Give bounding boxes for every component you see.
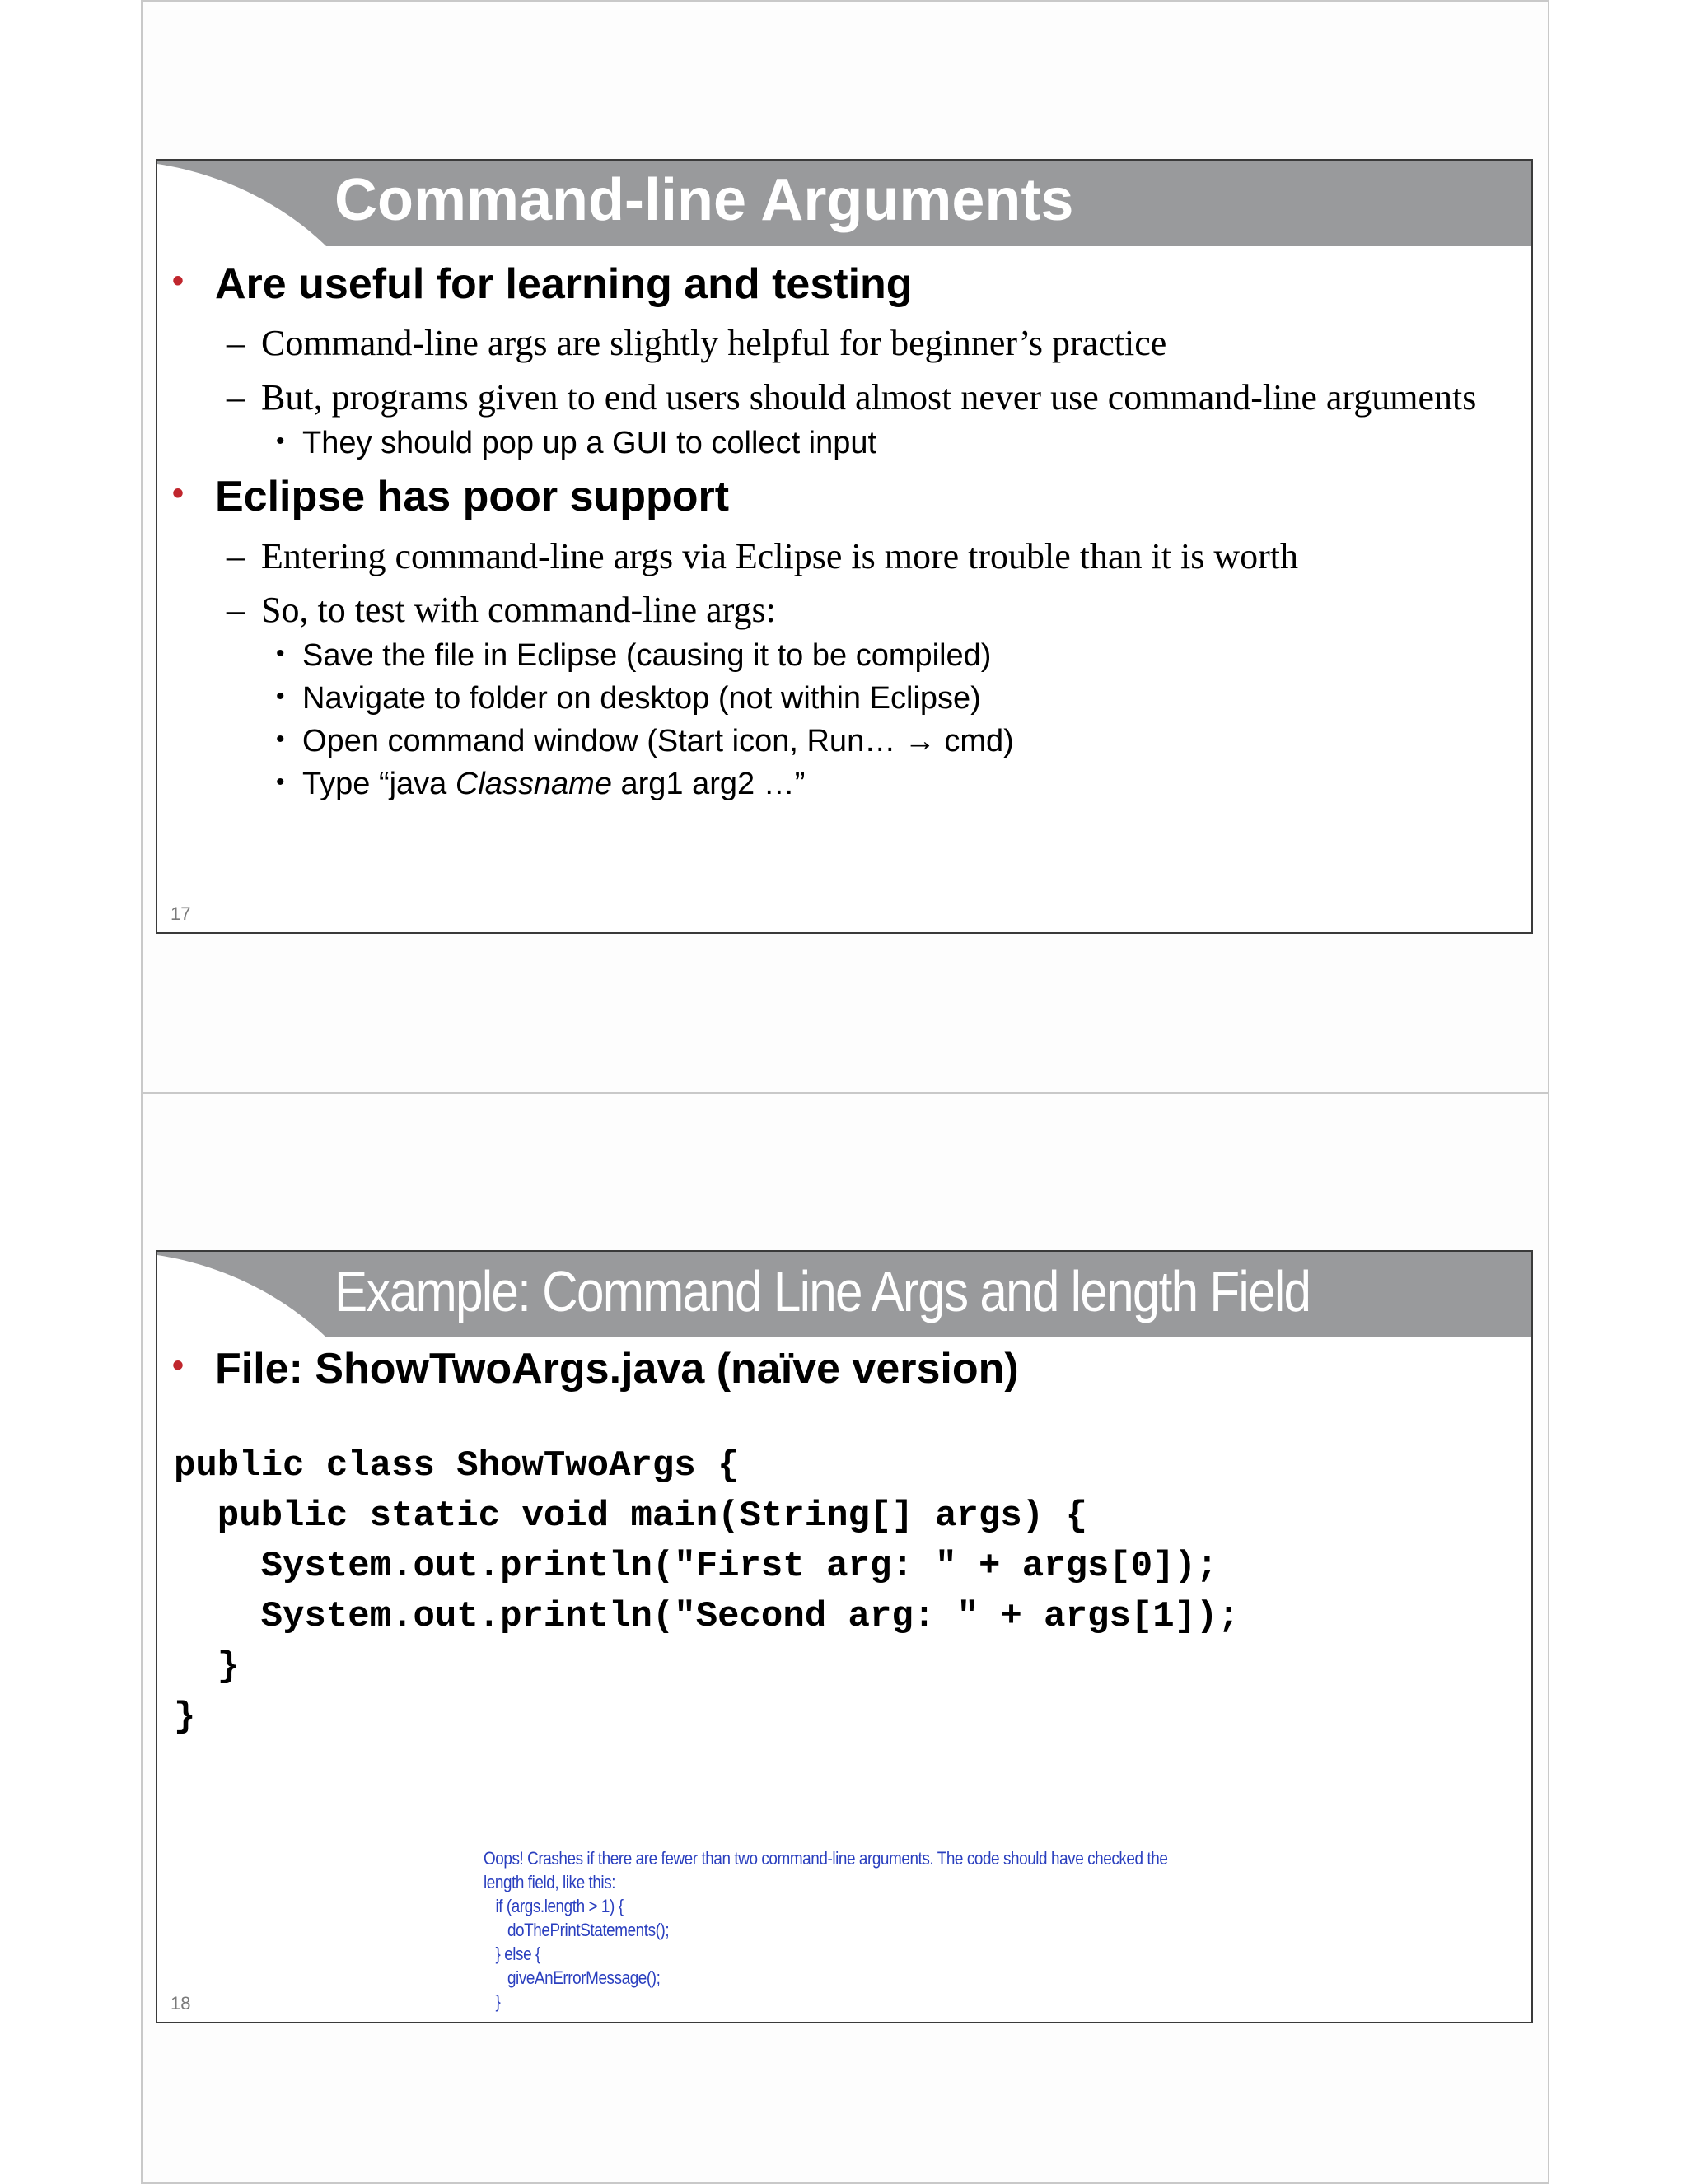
slide-18 <box>156 1250 1533 2023</box>
bullet-dot-icon: • <box>276 768 285 796</box>
code-block: public class ShowTwoArgs { public static void main(String[] args) { System.out.println("First arg: " + args[0]); System.out.println("Second arg: " + args[1]); } } <box>174 1445 1240 1738</box>
text-part: arg1 arg2 …” <box>611 767 806 801</box>
dash-icon: – <box>227 323 245 363</box>
bullet-text: Open command window (Start icon, Run… → cmd) <box>302 724 1014 758</box>
dash-icon: – <box>227 377 245 418</box>
bullet-text: But, programs given to end users should almost never use command-line arguments <box>261 377 1477 418</box>
bullet-text: They should pop up a GUI to collect input <box>302 426 877 460</box>
bullet-dot-icon: • <box>276 427 285 455</box>
slide-17 <box>156 159 1533 934</box>
classname-emphasis: Classname <box>455 767 612 801</box>
bullet-text: Entering command-line args via Eclipse is more trouble than it is worth <box>261 536 1299 576</box>
bullet-dot-icon: • <box>276 683 285 710</box>
title-bar <box>157 161 1531 246</box>
bullet-dot-icon: • <box>276 726 285 753</box>
bullet-text: File: ShowTwoArgs.java (naïve version) <box>215 1345 1019 1393</box>
bullet-text: Are useful for learning and testing <box>215 260 913 308</box>
bullet-dot-icon: • <box>172 1347 185 1384</box>
bullet-text: Command-line args are slightly helpful for beginner’s practice <box>261 323 1167 363</box>
bullet-text <box>302 767 805 802</box>
slide-title: Command-line Arguments <box>334 167 1074 233</box>
bullet-dot-icon: • <box>172 475 185 511</box>
dash-icon: – <box>227 536 245 576</box>
title-bar <box>157 1252 1531 1337</box>
bullet-dot-icon: • <box>276 640 285 667</box>
bullet-text: Eclipse has poor support <box>215 473 730 520</box>
slide-number: 17 <box>171 903 191 924</box>
slide-title: Example: Command Line Args and length Field <box>334 1259 1311 1323</box>
bullet-text: Navigate to folder on desktop (not within Eclipse) <box>302 681 981 716</box>
text-part: Type “java <box>302 767 456 801</box>
bullet-text: Save the file in Eclipse (causing it to be compiled) <box>302 638 992 673</box>
speaker-note: Oops! Crashes if there are fewer than two command-line arguments. The code should have checked the length field, like this: if (args.length > 1) { doThePrintStatements(); } else { giveAnErrorMessage(); } <box>484 1848 1168 2012</box>
bullet-dot-icon: • <box>172 263 185 299</box>
dash-icon: – <box>227 590 245 630</box>
bullet-text: So, to test with command-line args: <box>261 590 776 630</box>
slide-number: 18 <box>171 1993 191 2014</box>
